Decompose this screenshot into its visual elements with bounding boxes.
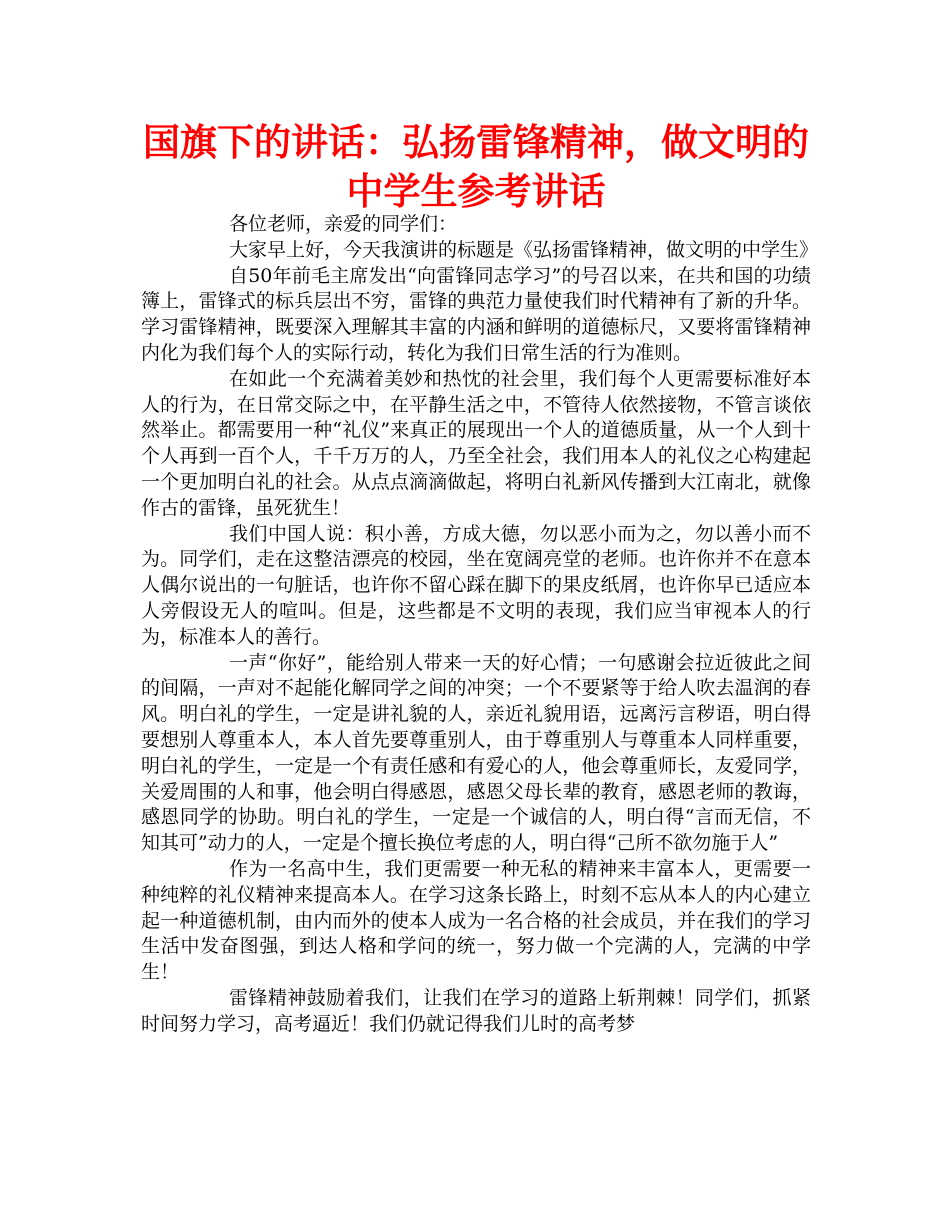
document-body bbox=[141, 212, 819, 1038]
paragraph-greeting: 大家早上好，今天我演讲的标题是《弘扬雷锋精神，做文明的中学生》 bbox=[229, 238, 819, 261]
paragraph-salutation: 各位老师，亲爱的同学们： bbox=[229, 213, 458, 235]
paragraph-leifeng-history: 自50年前毛主席发出“向雷锋同志学习”的号召以来，在共和国的功绩簿上，雷锋式的标兵层出不穷，雷锋的典范力量使我们时代精神有了新的升华。学习雷锋精神，既要深入理解其丰富的内涵和鲜明的道德标尺，又要将雷锋精神内化为我们每个人的实际行动，转化为我们日常生活的行为准则。 bbox=[141, 264, 811, 364]
document-title: 国旗下的讲话：弘扬雷锋精神，做文明的中学生参考讲话 bbox=[143, 121, 809, 213]
document-page bbox=[141, 118, 819, 1038]
paragraph-high-school-student: 作为一名高中生，我们更需要一种无私的精神来丰富本人，更需要一种纯粹的礼仪精神来提高本人。在学习这条长路上，时刻不忘从本人的内心建立起一种道德机制，由内而外的使本人成为一名合格的社会成员，并在我们的学习生活中发奋图强，到达人格和学问的统一，努力做一个完满的人，完满的中学生！ bbox=[141, 857, 811, 984]
paragraph-small-deeds: 我们中国人说：积小善，方成大德，勿以恶小而为之，勿以善小而不为。同学们，走在这整洁漂亮的校园，坐在宽阔亮堂的老师。也许你并不在意本人偶尔说出的一句脏话，也许你不留心踩在脚下的果皮纸屑，也许你早已适应本人旁假设无人的喧叫。但是，这些都是不文明的表现，我们应当审视本人的行为，标准本人的善行。 bbox=[141, 522, 811, 648]
paragraph-encouragement: 雷锋精神鼓励着我们，让我们在学习的道路上斩荆棘！同学们，抓紧时间努力学习，高考逼近！我们仍就记得我们儿时的高考梦 bbox=[141, 986, 811, 1035]
paragraph-etiquette: 在如此一个充满着美妙和热忱的社会里，我们每个人更需要标准好本人的行为，在日常交际之中，在平静生活之中，不管待人依然接物，不管言谈依然举止。都需要用一种“礼仪”来真正的展现出一个人的道德质量，从一个人到十个人再到一百个人，千千万万的人，乃至全社会，我们用本人的礼仪之心构建起一个更加明白礼的社会。从点点滴滴做起，将明白礼新风传播到大江南北，就像作古的雷锋，虽死犹生！ bbox=[141, 367, 811, 519]
paragraph-courtesy: 一声“你好”，能给别人带来一天的好心情；一句感谢会拉近彼此之间的间隔，一声对不起能化解同学之间的冲突；一个不要紧等于给人吹去温润的春风。明白礼的学生，一定是讲礼貌的人，亲近礼貌用语，远离污言秽语，明白得要想别人尊重本人，本人首先要尊重别人，由于尊重别人与尊重本人同样重要，明白礼的学生，一定是一个有责任感和有爱心的人，他会尊重师长，友爱同学，关爱周围的人和事，他会明白得感恩，感恩父母长辈的教育，感恩老师的教诲，感恩同学的协助。明白礼的学生，一定是一个诚信的人，明白得“言而无信，不知其可”动力的人，一定是个擅长换位考虑的人，明白得“己所不欲勿施于人” bbox=[141, 651, 811, 855]
